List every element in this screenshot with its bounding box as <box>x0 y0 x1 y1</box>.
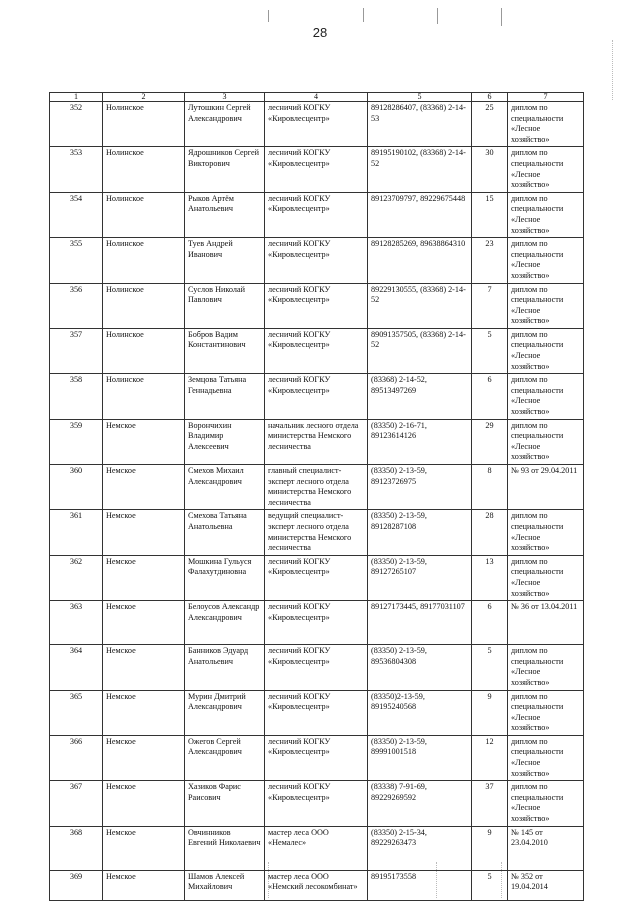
row-number-cell: 359 <box>50 419 103 464</box>
experience-years-cell: 7 <box>472 283 508 328</box>
forestry-name-cell: Нолинское <box>103 328 185 373</box>
header-cell: 4 <box>265 93 368 102</box>
table-row <box>50 374 584 419</box>
phone-cell: (83350) 2-13-59, 89128287108 <box>368 510 472 555</box>
qualification-cell: № 93 от 29.04.2011 <box>508 465 584 510</box>
experience-years-cell: 6 <box>472 601 508 645</box>
table-row <box>50 690 584 735</box>
position-cell: ведущий специалист-эксперт лесного отдела министерства Немского лесничества <box>265 510 368 555</box>
experience-years-cell: 28 <box>472 510 508 555</box>
experience-years-cell: 23 <box>472 238 508 283</box>
scan-mark <box>268 10 269 22</box>
position-cell: лесничий КОГКУ «Кировлесцентр» <box>265 192 368 237</box>
position-cell: лесничий КОГКУ «Кировлесцентр» <box>265 102 368 147</box>
experience-years-cell: 9 <box>472 826 508 870</box>
position-cell: мастер леса ООО «Немский лесокомбинат» <box>265 870 368 900</box>
position-cell: лесничий КОГКУ «Кировлесцентр» <box>265 328 368 373</box>
experience-years-cell: 25 <box>472 102 508 147</box>
forestry-name-cell: Немское <box>103 690 185 735</box>
header-row <box>50 93 584 102</box>
experience-years-cell: 5 <box>472 870 508 900</box>
experience-years-cell: 5 <box>472 645 508 690</box>
full-name-cell: Земцова Татьяна Геннадьевна <box>185 374 265 419</box>
phone-cell: (83350) 2-16-71, 89123614126 <box>368 419 472 464</box>
forestry-name-cell: Нолинское <box>103 283 185 328</box>
phone-cell: (83350) 2-15-34, 89229263473 <box>368 826 472 870</box>
phone-cell: (83350) 2-13-59, 89127265107 <box>368 555 472 600</box>
full-name-cell: Ворончихин Владимир Алексеевич <box>185 419 265 464</box>
table-row <box>50 102 584 147</box>
full-name-cell: Суслов Николай Павлович <box>185 283 265 328</box>
row-number-cell: 357 <box>50 328 103 373</box>
scan-mark <box>363 8 364 22</box>
forestry-name-cell: Немское <box>103 510 185 555</box>
full-name-cell: Бобров Вадим Константинович <box>185 328 265 373</box>
table-row <box>50 465 584 510</box>
qualification-cell: № 145 от 23.04.2010 <box>508 826 584 870</box>
full-name-cell: Смехова Татьяна Анатольевна <box>185 510 265 555</box>
experience-years-cell: 29 <box>472 419 508 464</box>
position-cell: лесничий КОГКУ «Кировлесцентр» <box>265 238 368 283</box>
phone-cell: 89195190102, (83368) 2-14-52 <box>368 147 472 192</box>
experience-years-cell: 12 <box>472 735 508 780</box>
qualification-cell: диплом по специальности «Лесное хозяйство» <box>508 328 584 373</box>
phone-cell: 89195173558 <box>368 870 472 900</box>
table-row <box>50 419 584 464</box>
phone-cell: (83350)2-13-59, 89195240568 <box>368 690 472 735</box>
position-cell: лесничий КОГКУ «Кировлесцентр» <box>265 555 368 600</box>
table-row <box>50 645 584 690</box>
position-cell: мастер леса ООО «Немалес» <box>265 826 368 870</box>
qualification-cell: диплом по специальности «Лесное хозяйство» <box>508 419 584 464</box>
phone-cell: 89091357505, (83368) 2-14-52 <box>368 328 472 373</box>
page-number: 28 <box>312 25 328 40</box>
row-number-cell: 360 <box>50 465 103 510</box>
phone-cell: (83350) 2-13-59, 89536804308 <box>368 645 472 690</box>
experience-years-cell: 37 <box>472 781 508 826</box>
table-row <box>50 328 584 373</box>
position-cell: лесничий КОГКУ «Кировлесцентр» <box>265 147 368 192</box>
row-number-cell: 368 <box>50 826 103 870</box>
forestry-name-cell: Немское <box>103 781 185 826</box>
header-cell: 2 <box>103 93 185 102</box>
header-cell: 7 <box>508 93 584 102</box>
full-name-cell: Хазиков Фарис Раисович <box>185 781 265 826</box>
full-name-cell: Смехов Михаил Александрович <box>185 465 265 510</box>
qualification-cell: диплом по специальности «Лесное хозяйство» <box>508 283 584 328</box>
forestry-name-cell: Немское <box>103 419 185 464</box>
row-number-cell: 358 <box>50 374 103 419</box>
qualification-cell: диплом по специальности «Лесное хозяйство» <box>508 690 584 735</box>
full-name-cell: Мурин Дмитрий Александрович <box>185 690 265 735</box>
qualification-cell: № 352 от 19.04.2014 <box>508 870 584 900</box>
forestry-name-cell: Немское <box>103 870 185 900</box>
table-row <box>50 555 584 600</box>
row-number-cell: 353 <box>50 147 103 192</box>
row-number-cell: 367 <box>50 781 103 826</box>
position-cell: лесничий КОГКУ «Кировлесцентр» <box>265 781 368 826</box>
row-number-cell: 362 <box>50 555 103 600</box>
header-cell: 3 <box>185 93 265 102</box>
row-number-cell: 354 <box>50 192 103 237</box>
qualification-cell: диплом по специальности «Лесное хозяйство» <box>508 555 584 600</box>
qualification-cell: диплом по специальности «Лесное хозяйство» <box>508 735 584 780</box>
table-row <box>50 735 584 780</box>
forestry-name-cell: Немское <box>103 555 185 600</box>
header-cell: 6 <box>472 93 508 102</box>
position-cell: главный специалист-эксперт лесного отдела министерства Немского лесничества <box>265 465 368 510</box>
qualification-cell: диплом по специальности «Лесное хозяйство» <box>508 510 584 555</box>
experience-years-cell: 9 <box>472 690 508 735</box>
position-cell: лесничий КОГКУ «Кировлесцентр» <box>265 374 368 419</box>
full-name-cell: Туев Андрей Иванович <box>185 238 265 283</box>
experience-years-cell: 15 <box>472 192 508 237</box>
data-table <box>49 92 584 901</box>
forestry-name-cell: Немское <box>103 735 185 780</box>
header-cell: 5 <box>368 93 472 102</box>
scan-mark <box>437 8 438 24</box>
full-name-cell: Лутошкин Сергей Александрович <box>185 102 265 147</box>
qualification-cell: диплом по специальности «Лесное хозяйство» <box>508 238 584 283</box>
qualification-cell: диплом по специальности «Лесное хозяйство» <box>508 102 584 147</box>
table-row <box>50 601 584 645</box>
table-row <box>50 192 584 237</box>
phone-cell: (83338) 7-91-69, 89229269592 <box>368 781 472 826</box>
phone-cell: 89229130555, (83368) 2-14-52 <box>368 283 472 328</box>
row-number-cell: 369 <box>50 870 103 900</box>
full-name-cell: Шамов Алексей Михайлович <box>185 870 265 900</box>
forestry-name-cell: Нолинское <box>103 147 185 192</box>
phone-cell: 89127173445, 89177031107 <box>368 601 472 645</box>
experience-years-cell: 5 <box>472 328 508 373</box>
full-name-cell: Овчинников Евгений Николаевич <box>185 826 265 870</box>
row-number-cell: 363 <box>50 601 103 645</box>
full-name-cell: Мошкина Гульуся Фалахутдиновна <box>185 555 265 600</box>
phone-cell: 89123709797, 89229675448 <box>368 192 472 237</box>
row-number-cell: 365 <box>50 690 103 735</box>
forestry-name-cell: Немское <box>103 465 185 510</box>
qualification-cell: диплом по специальности «Лесное хозяйство» <box>508 192 584 237</box>
experience-years-cell: 30 <box>472 147 508 192</box>
table-container <box>49 92 583 901</box>
qualification-cell: № 36 от 13.04.2011 <box>508 601 584 645</box>
table-row <box>50 870 584 900</box>
row-number-cell: 352 <box>50 102 103 147</box>
phone-cell: 89128286407, (83368) 2-14-53 <box>368 102 472 147</box>
row-number-cell: 364 <box>50 645 103 690</box>
table-row <box>50 510 584 555</box>
row-number-cell: 355 <box>50 238 103 283</box>
qualification-cell: диплом по специальности «Лесное хозяйство» <box>508 645 584 690</box>
forestry-name-cell: Нолинское <box>103 374 185 419</box>
phone-cell: 89128285269, 89638864310 <box>368 238 472 283</box>
table-row <box>50 147 584 192</box>
phone-cell: (83350) 2-13-59, 89991001518 <box>368 735 472 780</box>
row-number-cell: 366 <box>50 735 103 780</box>
experience-years-cell: 6 <box>472 374 508 419</box>
row-number-cell: 361 <box>50 510 103 555</box>
forestry-name-cell: Нолинское <box>103 238 185 283</box>
forestry-name-cell: Нолинское <box>103 192 185 237</box>
phone-cell: (83350) 2-13-59, 89123726975 <box>368 465 472 510</box>
qualification-cell: диплом по специальности «Лесное хозяйство» <box>508 781 584 826</box>
forestry-name-cell: Немское <box>103 826 185 870</box>
position-cell: начальник лесного отдела министерства Немского лесничества <box>265 419 368 464</box>
full-name-cell: Белоусов Александр Александрович <box>185 601 265 645</box>
position-cell: лесничий КОГКУ «Кировлесцентр» <box>265 690 368 735</box>
forestry-name-cell: Немское <box>103 601 185 645</box>
table-row <box>50 283 584 328</box>
qualification-cell: диплом по специальности «Лесное хозяйство» <box>508 374 584 419</box>
scan-mark <box>501 8 502 26</box>
full-name-cell: Ядрошников Сергей Викторович <box>185 147 265 192</box>
experience-years-cell: 13 <box>472 555 508 600</box>
full-name-cell: Рыков Артём Анатольевич <box>185 192 265 237</box>
row-number-cell: 356 <box>50 283 103 328</box>
position-cell: лесничий КОГКУ «Кировлесцентр» <box>265 601 368 645</box>
position-cell: лесничий КОГКУ «Кировлесцентр» <box>265 735 368 780</box>
scan-line <box>612 40 613 100</box>
header-cell: 1 <box>50 93 103 102</box>
table-row <box>50 781 584 826</box>
full-name-cell: Ожегов Сергей Александрович <box>185 735 265 780</box>
table-row <box>50 826 584 870</box>
experience-years-cell: 8 <box>472 465 508 510</box>
phone-cell: (83368) 2-14-52, 89513497269 <box>368 374 472 419</box>
position-cell: лесничий КОГКУ «Кировлесцентр» <box>265 283 368 328</box>
forestry-name-cell: Нолинское <box>103 102 185 147</box>
forestry-name-cell: Немское <box>103 645 185 690</box>
position-cell: лесничий КОГКУ «Кировлесцентр» <box>265 645 368 690</box>
full-name-cell: Банников Эдуард Анатольевич <box>185 645 265 690</box>
qualification-cell: диплом по специальности «Лесное хозяйство» <box>508 147 584 192</box>
table-row <box>50 238 584 283</box>
